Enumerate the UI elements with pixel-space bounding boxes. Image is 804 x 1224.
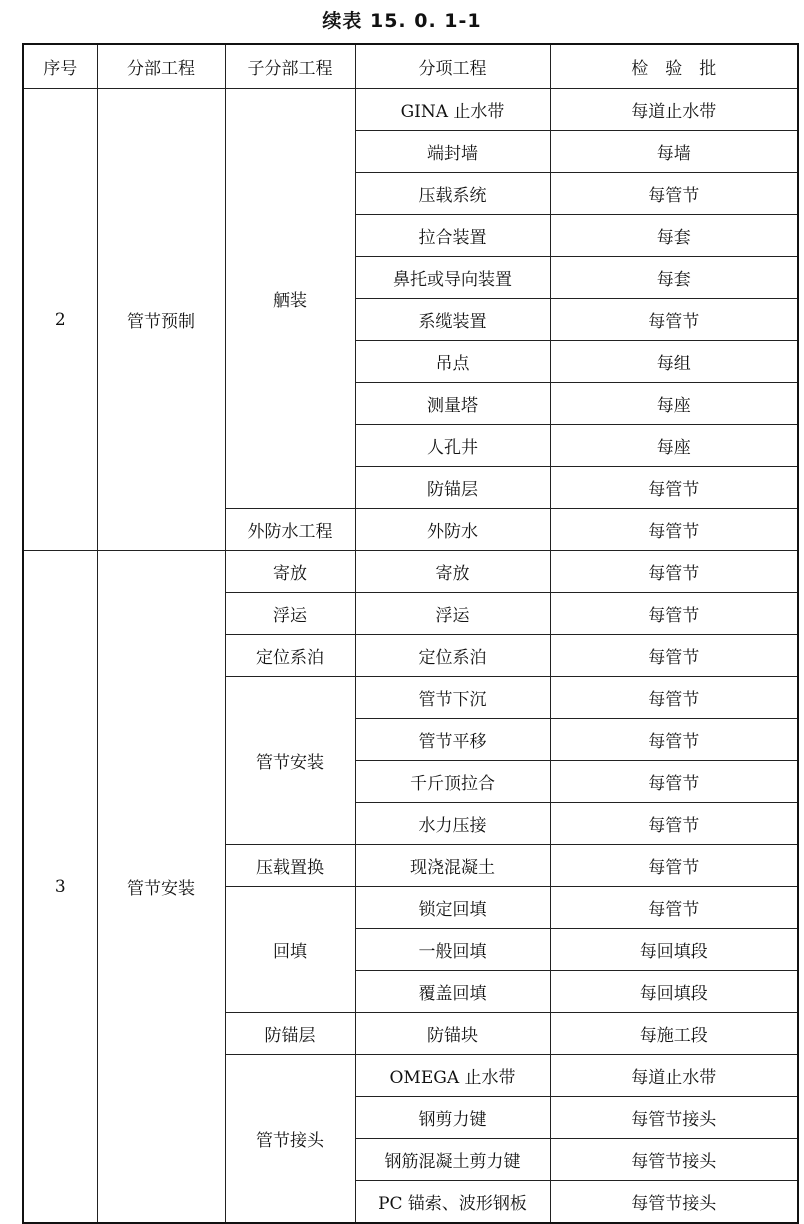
batch-cell: 每管节接头	[550, 1139, 798, 1181]
item-cell: 水力压接	[355, 803, 550, 845]
subdivision-cell: 外防水工程	[225, 509, 355, 551]
subdivision-cell: 管节安装	[225, 677, 355, 845]
item-cell: 现浇混凝土	[355, 845, 550, 887]
item-cell: 系缆装置	[355, 299, 550, 341]
batch-cell: 每管节	[550, 509, 798, 551]
batch-cell: 每管节	[550, 719, 798, 761]
header-seq: 序号	[23, 44, 97, 89]
item-cell: 寄放	[355, 551, 550, 593]
header-division: 分部工程	[97, 44, 225, 89]
item-cell: 钢剪力键	[355, 1097, 550, 1139]
batch-cell: 每管节	[550, 887, 798, 929]
subdivision-cell: 管节接头	[225, 1055, 355, 1224]
item-cell: 测量塔	[355, 383, 550, 425]
batch-cell: 每道止水带	[550, 89, 798, 131]
item-cell: 吊点	[355, 341, 550, 383]
item-cell: 浮运	[355, 593, 550, 635]
item-cell: 定位系泊	[355, 635, 550, 677]
batch-cell: 每管节	[550, 635, 798, 677]
item-cell: 防锚块	[355, 1013, 550, 1055]
item-cell: 防锚层	[355, 467, 550, 509]
subdivision-cell: 防锚层	[225, 1013, 355, 1055]
batch-cell: 每回填段	[550, 929, 798, 971]
header-subdivision: 子分部工程	[225, 44, 355, 89]
batch-cell: 每管节	[550, 845, 798, 887]
item-cell: 压载系统	[355, 173, 550, 215]
table-title: 续表 15. 0. 1-1	[322, 10, 482, 32]
subdivision-cell: 寄放	[225, 551, 355, 593]
batch-cell: 每管节接头	[550, 1097, 798, 1139]
item-cell: GINA 止水带	[355, 89, 550, 131]
table-body	[23, 89, 798, 1224]
table-row	[23, 89, 798, 131]
batch-cell: 每管节	[550, 467, 798, 509]
item-cell: 端封墙	[355, 131, 550, 173]
batch-cell: 每墙	[550, 131, 798, 173]
subdivision-cell: 浮运	[225, 593, 355, 635]
item-cell: 鼻托或导向装置	[355, 257, 550, 299]
subdivision-cell: 压载置换	[225, 845, 355, 887]
batch-cell: 每道止水带	[550, 1055, 798, 1097]
batch-cell: 每施工段	[550, 1013, 798, 1055]
subdivision-cell: 舾装	[225, 89, 355, 509]
batch-cell: 每套	[550, 215, 798, 257]
subdivision-cell: 定位系泊	[225, 635, 355, 677]
item-cell: 钢筋混凝土剪力键	[355, 1139, 550, 1181]
batch-cell: 每管节	[550, 761, 798, 803]
item-cell: 管节平移	[355, 719, 550, 761]
item-cell: 覆盖回填	[355, 971, 550, 1013]
division-cell: 管节预制	[97, 89, 225, 551]
item-cell: 锁定回填	[355, 887, 550, 929]
item-cell: 一般回填	[355, 929, 550, 971]
item-cell: 拉合装置	[355, 215, 550, 257]
batch-cell: 每座	[550, 383, 798, 425]
header-batch: 检 验 批	[550, 44, 798, 89]
batch-cell: 每管节	[550, 593, 798, 635]
table-row	[23, 551, 798, 593]
item-cell: 外防水	[355, 509, 550, 551]
item-cell: 管节下沉	[355, 677, 550, 719]
seq-cell: 3	[23, 551, 97, 1224]
item-cell: PC 锚索、波形钢板	[355, 1181, 550, 1224]
division-cell: 管节安装	[97, 551, 225, 1224]
seq-cell: 2	[23, 89, 97, 551]
inspection-table	[22, 43, 799, 1224]
batch-cell: 每套	[550, 257, 798, 299]
batch-cell: 每回填段	[550, 971, 798, 1013]
batch-cell: 每组	[550, 341, 798, 383]
batch-cell: 每管节	[550, 173, 798, 215]
batch-cell: 每管节	[550, 803, 798, 845]
header-row	[23, 44, 798, 89]
batch-cell: 每管节	[550, 677, 798, 719]
batch-cell: 每管节	[550, 299, 798, 341]
item-cell: OMEGA 止水带	[355, 1055, 550, 1097]
item-cell: 千斤顶拉合	[355, 761, 550, 803]
header-item: 分项工程	[355, 44, 550, 89]
batch-cell: 每管节	[550, 551, 798, 593]
subdivision-cell: 回填	[225, 887, 355, 1013]
item-cell: 人孔井	[355, 425, 550, 467]
batch-cell: 每管节接头	[550, 1181, 798, 1224]
batch-cell: 每座	[550, 425, 798, 467]
